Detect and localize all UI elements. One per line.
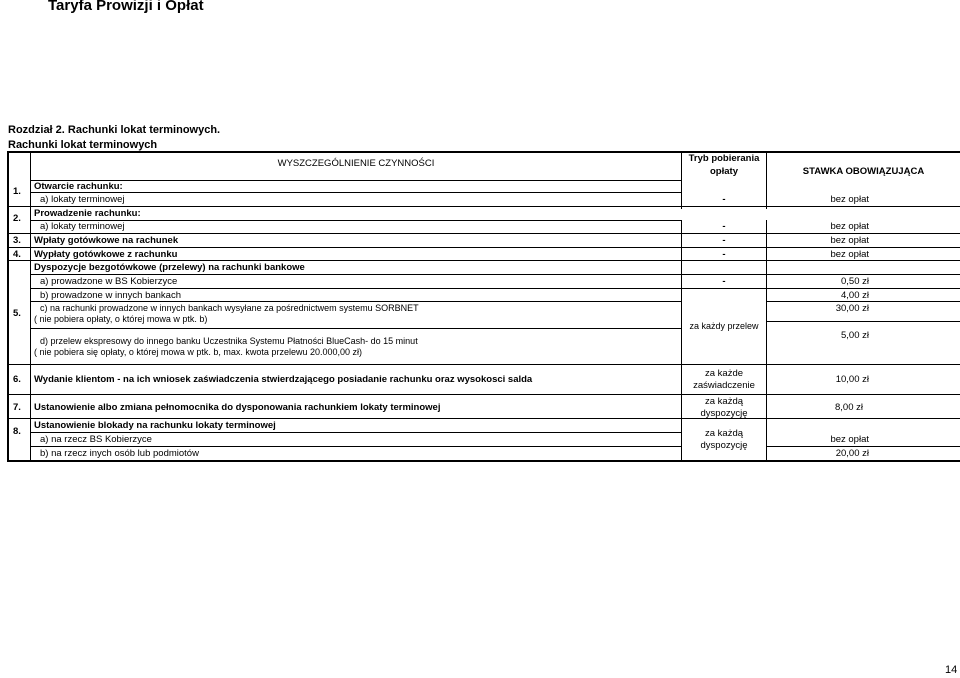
table-bottom-border (7, 460, 960, 462)
row-divider (30, 301, 681, 302)
row-divider (767, 446, 960, 447)
row-number: 8. (13, 426, 21, 437)
row-divider (30, 274, 960, 275)
table-left-border (7, 151, 9, 462)
row-divider (9, 247, 960, 248)
row-item: d) przelew ekspresowy do innego banku Uczestnika Systemu Płatności BlueCash- do 15 minut (40, 336, 418, 346)
header-mode-line2: opłaty (710, 166, 738, 177)
row-rate: bez opłat (830, 221, 869, 232)
row-rate: bez opłat (830, 194, 869, 205)
row-title: Otwarcie rachunku: (34, 181, 123, 192)
row-divider (30, 192, 682, 193)
page-number: 14 (945, 664, 958, 676)
row-title: Ustanowienie blokady na rachunku lokaty terminowej (34, 420, 276, 431)
row-divider (30, 220, 681, 221)
row-number: 5. (13, 308, 21, 319)
row-divider (9, 260, 960, 261)
row-divider (9, 394, 960, 395)
row-divider (9, 233, 960, 234)
row-title: Ustanowienie albo zmiana pełnomocnika do dysponowania rachunkiem lokaty terminowej (34, 402, 441, 413)
row-item-note: ( nie pobiera się opłaty, o której mowa w ptk. b, max. kwota przelewu 20.000,00 zł) (34, 347, 362, 357)
row-mode: - (722, 249, 726, 260)
header-activity: WYSZCZEGÓLNIENIE CZYNNOŚCI (277, 158, 435, 169)
row-number: 6. (13, 374, 21, 385)
table-top-border (7, 151, 960, 153)
row-title: Wydanie klientom - na ich wniosek zaświadczenia stwierdzającego posiadanie rachunku oraz wysokosci salda (34, 374, 533, 385)
row-number: 7. (13, 402, 21, 413)
row-divider (767, 301, 960, 302)
row-rate: bez opłat (830, 235, 869, 246)
row-divider (30, 446, 681, 447)
row-divider (30, 432, 681, 433)
row-rate: 20,00 zł (835, 448, 869, 459)
row-divider (9, 206, 960, 207)
row-rate: 10,00 zł (835, 374, 869, 385)
row-number: 2. (13, 213, 21, 224)
row-item: b) na rzecz inych osób lub podmiotów (40, 448, 199, 459)
header-mode-line1: Tryb pobierania (688, 153, 760, 164)
row-rate: 5,00 zł (841, 330, 869, 341)
row-mode: - (722, 194, 726, 205)
row-item: c) na rachunki prowadzone w innych bankach wysyłane za pośrednictwem systemu SORBNET (40, 303, 419, 313)
row-item: b) prowadzone w innych bankach (40, 290, 182, 301)
row-mode-line1: za każde (704, 368, 744, 379)
row-item: a) na rzecz BS Kobierzyce (40, 434, 152, 445)
row-title: Prowadzenie rachunku: (34, 208, 141, 219)
row-rate: 0,50 zł (841, 276, 869, 287)
row-item: a) lokaty terminowej (40, 221, 125, 232)
row-rate: 4,00 zł (841, 290, 869, 301)
row-title: Wpłaty gotówkowe na rachunek (34, 235, 179, 246)
row-mode: - (722, 276, 726, 287)
row-number: 1. (13, 186, 21, 197)
row-rate: 8,00 zł (835, 402, 863, 413)
row-item: a) prowadzone w BS Kobierzyce (40, 276, 178, 287)
row-item: a) lokaty terminowej (40, 194, 125, 205)
row-divider (767, 321, 960, 322)
row-divider (30, 328, 681, 329)
row-title: Dyspozycje bezgotówkowe (przelewy) na rachunki bankowe (34, 262, 305, 273)
page-title: Taryfa Prowizji i Opłat (48, 0, 204, 14)
row-divider (30, 288, 960, 289)
row-rate: bez opłat (830, 434, 869, 445)
row-divider (30, 180, 682, 181)
row-mode-line2: dyspozycję (700, 440, 748, 451)
row-mode: - (722, 221, 726, 232)
num-column-divider (30, 151, 31, 460)
row-mode-line1: za każdą (704, 396, 744, 407)
row-item-note: ( nie pobiera opłaty, o której mowa w ptk. b) (34, 314, 208, 324)
row-rate: 30,00 zł (835, 303, 869, 314)
row-number: 3. (13, 235, 21, 246)
row-mode-line2: dyspozycję (700, 408, 748, 419)
header-rate: STAWKA OBOWIĄZUJĄCA (802, 166, 925, 177)
row-title: Wypłaty gotówkowe z rachunku (34, 249, 178, 260)
row-mode: za każdy przelew (689, 321, 759, 331)
row-mode-line2: zaświadczenie (693, 380, 755, 391)
row-mode: - (722, 235, 726, 246)
row-number: 4. (13, 249, 21, 260)
row-rate: bez opłat (830, 249, 869, 260)
subsection-title: Rachunki lokat terminowych (8, 139, 158, 151)
row-divider (9, 364, 960, 365)
section-title: Rozdział 2. Rachunki lokat terminowych. (8, 124, 221, 136)
row-mode-line1: za każdą (704, 428, 744, 439)
row-divider (9, 418, 960, 419)
